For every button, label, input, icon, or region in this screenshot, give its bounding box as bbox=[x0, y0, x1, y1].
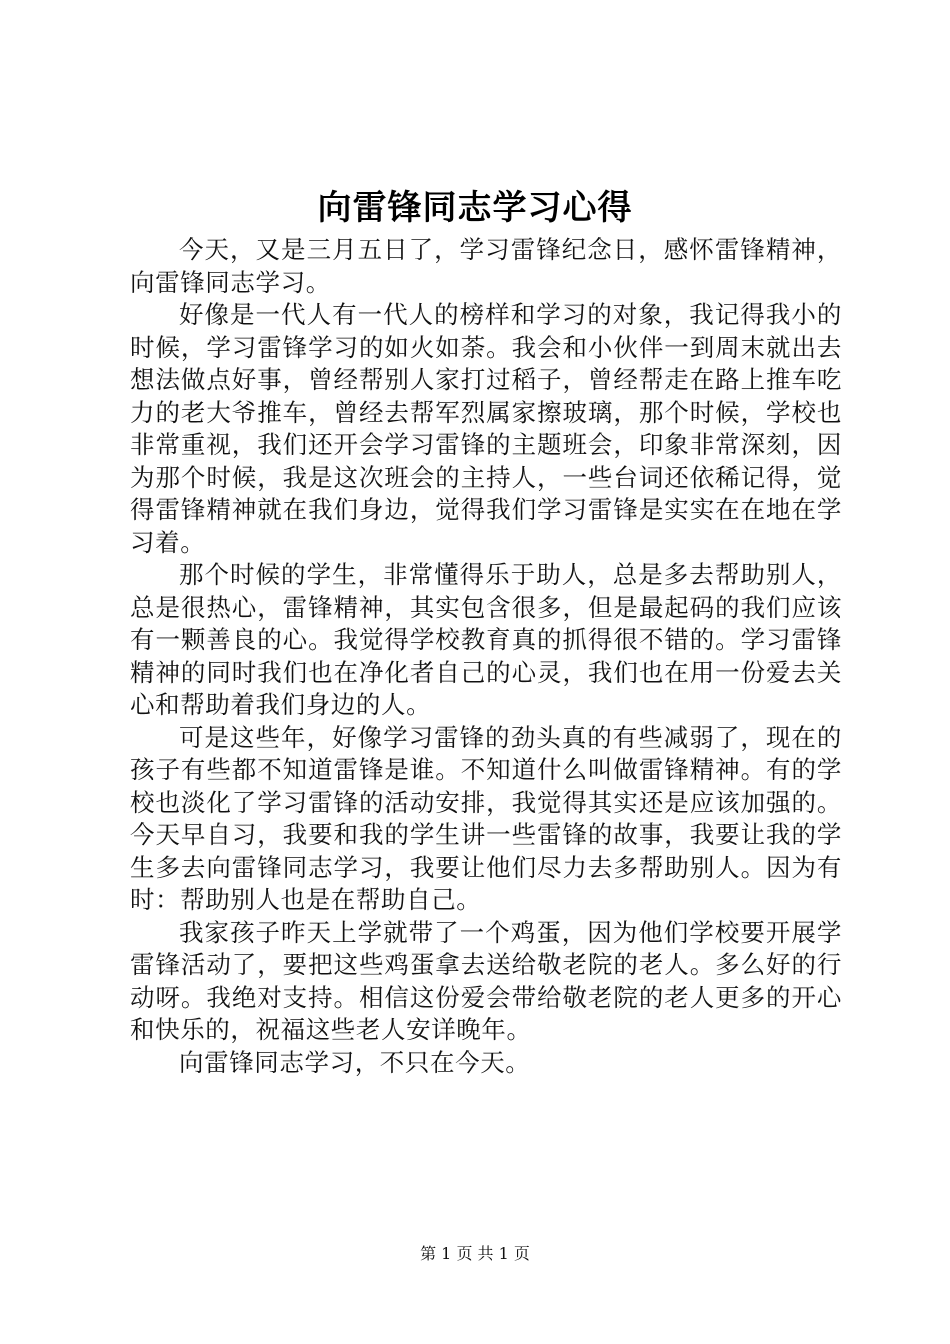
paragraph-6: 向雷锋同志学习，不只在今天。 bbox=[179, 1047, 531, 1077]
paragraph-5: 我家孩子昨天上学就带了一个鸡蛋，因为他们学校要开展学雷锋活动了，要把这些鸡蛋拿去送给敬老院的老人。多么好的行动呀。我绝对支持。相信这份爱会带给敬老院的老人更多的开心和快乐的，祝福这些老人安详晚年。 bbox=[130, 917, 842, 1044]
paragraph-3: 那个时候的学生，非常懂得乐于助人，总是多去帮助别人，总是很热心，雷锋精神，其实包含很多，但是最起码的我们应该有一颗善良的心。我觉得学校教育真的抓得很不错的。学习雷锋精神的同时我们也在净化者自己的心灵，我们也在用一份爱去关心和帮助着我们身边的人。 bbox=[130, 560, 842, 719]
paragraph-2: 好像是一代人有一代人的榜样和学习的对象，我记得我小的时候，学习雷锋学习的如火如荼。我会和小伙伴一到周末就出去想法做点好事，曾经帮别人家打过稻子，曾经帮走在路上推车吃力的老大爷推车，曾经去帮军烈属家擦玻璃，那个时候，学校也非常重视，我们还开会学习雷锋的主题班会，印象非常深刻，因为那个时候，我是这次班会的主持人，一些台词还依稀记得，觉得雷锋精神就在我们身边，觉得我们学习雷锋是实实在在地在学习着。 bbox=[130, 300, 842, 557]
document-body bbox=[130, 234, 842, 1079]
page-number-footer: 第 1 页 共 1 页 bbox=[420, 1244, 530, 1263]
document-title: 向雷锋同志学习心得 bbox=[317, 188, 633, 228]
paragraph-1: 今天，又是三月五日了，学习雷锋纪念日，感怀雷锋精神，向雷锋同志学习。 bbox=[130, 235, 842, 297]
paragraph-4: 可是这些年，好像学习雷锋的劲头真的有些减弱了，现在的孩子有些都不知道雷锋是谁。不知道什么叫做雷锋精神。有的学校也淡化了学习雷锋的活动安排，我觉得其实还是应该加强的。今天早自习，我要和我的学生讲一些雷锋的故事，我要让我的学生多去向雷锋同志学习，我要让他们尽力去多帮助别人。因为有时：帮助别人也是在帮助自己。 bbox=[130, 722, 842, 914]
